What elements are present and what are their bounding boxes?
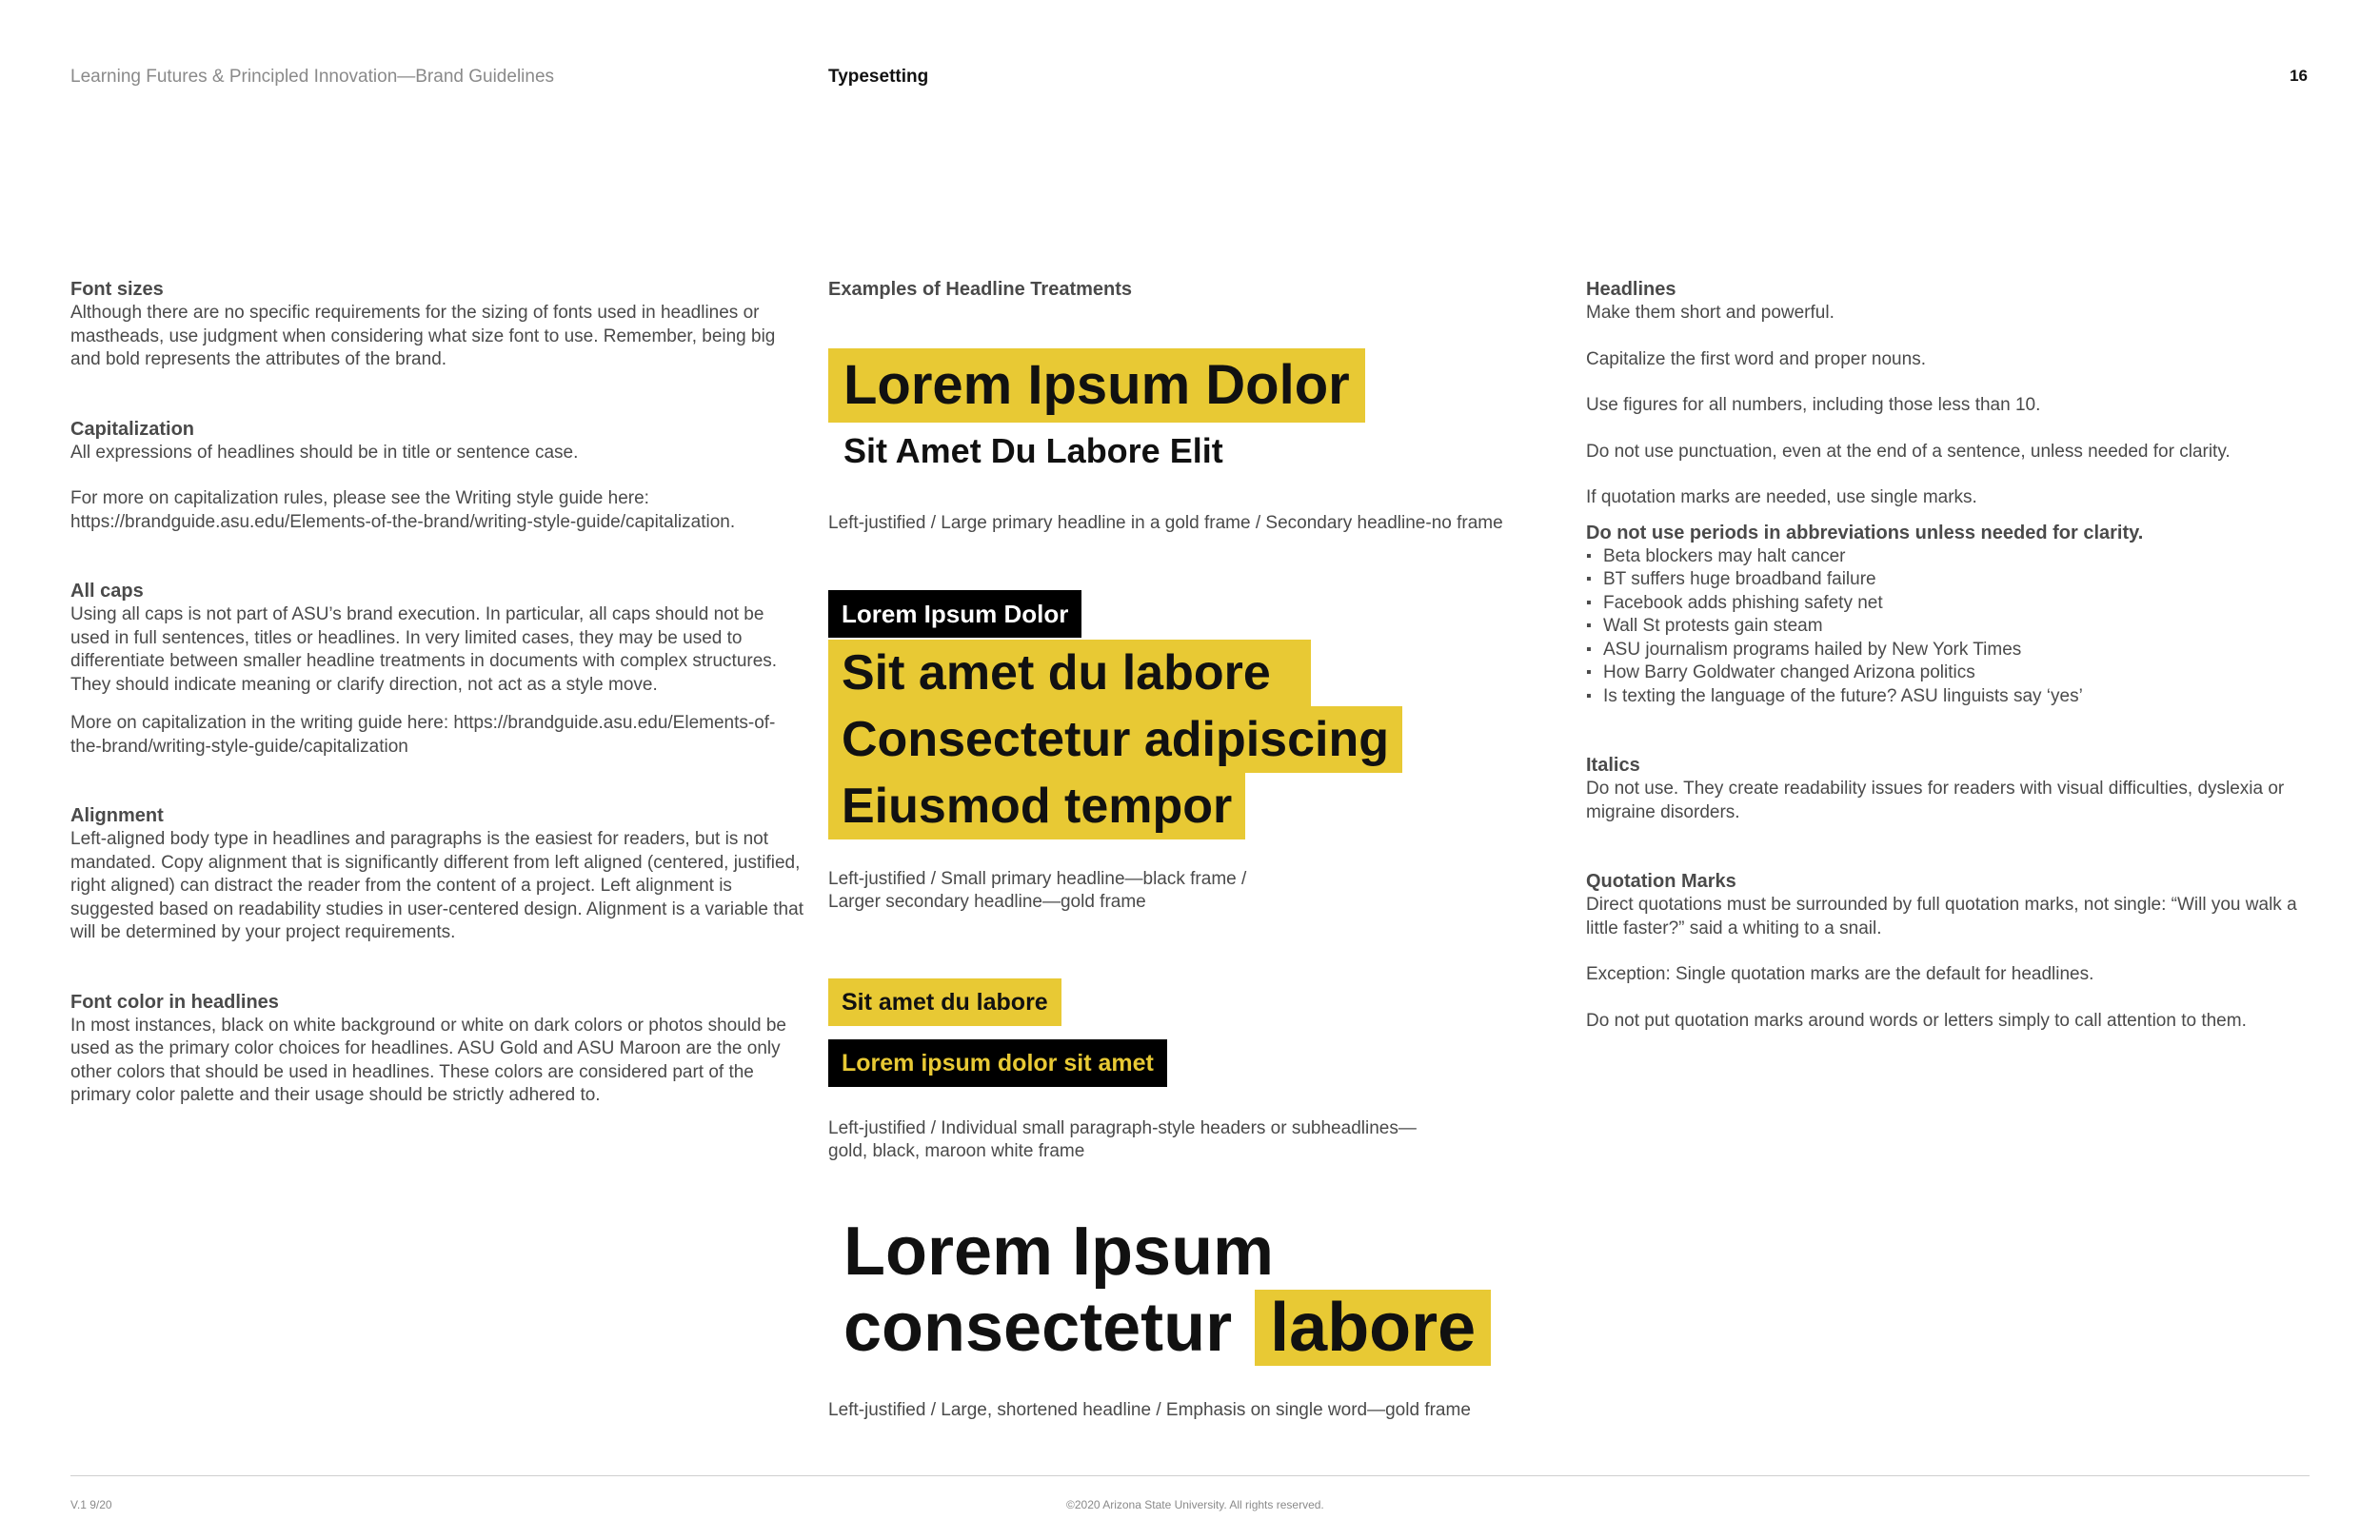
right-column <box>1586 278 2329 1033</box>
example3-caption-line-1: Left-justified / Individual small paragraph-style headers or subheadlines— <box>828 1118 1417 1138</box>
quotation-marks-text-3: Do not put quotation marks around words or letters simply to call attention to them. <box>1586 1010 2247 1031</box>
font-color-text: In most instances, black on white background or white on dark colors or photos should be used as the primary color choices for headlines. ASU Gold and ASU Maroon are the only other colors that should be used in headlines. These colors are considered part of the primary color palette and their usage should be strictly adhered to. <box>70 1015 786 1105</box>
all-caps-section <box>70 580 803 759</box>
page-number: 16 <box>2290 67 2308 85</box>
headlines-rule-3: Use figures for all numbers, including those less than 10. <box>1586 395 2041 415</box>
quotation-marks-text-1: Direct quotations must be surrounded by full quotation marks, not single: “Will you walk a little faster?” said a whiting to a snail. <box>1586 895 2297 938</box>
headlines-rule-1: Make them short and powerful. <box>1586 303 1835 323</box>
headlines-rule-4: Do not use punctuation, even at the end of a sentence, unless needed for clarity. <box>1586 441 2231 462</box>
example1-caption: Left-justified / Large primary headline in a gold frame / Secondary headline-no frame <box>828 513 1503 533</box>
font-color-heading: Font color in headlines <box>70 991 279 1013</box>
all-caps-heading: All caps <box>70 581 144 602</box>
example4-caption: Left-justified / Large, shortened headline / Emphasis on single word—gold frame <box>828 1400 1471 1420</box>
periods-section <box>1586 522 2329 709</box>
font-sizes-text: Although there are no specific requirements for the sizing of fonts used in headlines or mastheads, use judgment when considering what size font to use. Remember, being big and bold represents the attributes of the brand. <box>70 303 776 369</box>
all-caps-text: Using all caps is not part of ASU’s brand execution. In particular, all caps should not be used in full sentences, titles or headlines. In very limited cases, they may be used to differentiate between smaller headline treatments in documents with complex structures. They should indicate meaning or clarify direction, not act as a style move. <box>70 604 778 695</box>
headlines-rule-2: Capitalize the first word and proper nouns. <box>1586 348 1926 369</box>
copyright-notice: ©2020 Arizona State University. All rights reserved. <box>1066 1498 1324 1511</box>
example4-plain-word: consectetur <box>843 1290 1233 1366</box>
headlines-rule-5: If quotation marks are needed, use single marks. <box>1586 487 1977 507</box>
capitalization-text: All expressions of headlines should be in title or sentence case. <box>70 442 579 463</box>
periods-heading: Do not use periods in abbreviations unless needed for clarity. <box>1586 522 2144 543</box>
example4-emphasis-word: labore <box>1255 1290 1491 1366</box>
example3-caption-line-2: gold, black, maroon white frame <box>828 1141 1085 1161</box>
left-column <box>70 278 803 1108</box>
list-item: ▪ Facebook adds phishing safety net <box>1586 592 2329 616</box>
capitalization-heading: Capitalization <box>70 418 195 440</box>
alignment-heading: Alignment <box>70 805 164 826</box>
all-caps-link-text: More on capitalization in the writing guide here: https://brandguide.asu.edu/Elements-of-the-brand/writing-style-guide/capitalization <box>70 713 776 757</box>
capitalization-link-text: For more on capitalization rules, please see the Writing style guide here: https://brandguide.asu.edu/Elements-of-the-brand/writing-style-guide/capitalization. <box>70 488 736 532</box>
examples-heading: Examples of Headline Treatments <box>828 279 1133 300</box>
version-label: V.1 9/20 <box>70 1498 112 1511</box>
italics-heading: Italics <box>1586 755 1640 776</box>
quotation-marks-heading: Quotation Marks <box>1586 871 1736 892</box>
headlines-heading: Headlines <box>1586 279 1676 300</box>
example2-gold-line-1: Sit amet du labore <box>828 640 1311 706</box>
list-item: ▪ BT suffers huge broadband failure <box>1586 568 2329 592</box>
middle-column <box>828 278 1571 1468</box>
example2-black-frame-headline: Lorem Ipsum Dolor <box>828 590 1081 638</box>
capitalization-section <box>70 418 803 535</box>
font-sizes-heading: Font sizes <box>70 279 164 300</box>
list-item: ▪ Is texting the language of the future? ASU linguists say ‘yes’ <box>1586 685 2329 709</box>
font-sizes-section <box>70 278 803 372</box>
headlines-section <box>1586 278 2329 510</box>
example2-gold-line-2: Consectetur adipiscing <box>828 706 1402 773</box>
example1-primary-headline: Lorem Ipsum Dolor <box>828 348 1365 423</box>
quotation-marks-section <box>1586 870 2329 1033</box>
footer-divider <box>70 1475 2310 1476</box>
list-item: ▪ ASU journalism programs hailed by New York Times <box>1586 639 2329 662</box>
list-item: ▪ How Barry Goldwater changed Arizona politics <box>1586 661 2329 685</box>
example3-black-subheadline: Lorem ipsum dolor sit amet <box>828 1039 1167 1087</box>
quotation-marks-text-2: Exception: Single quotation marks are the default for headlines. <box>1586 964 2094 984</box>
example2-gold-line-3: Eiusmod tempor <box>828 773 1245 839</box>
example-headlines-list <box>1586 545 2329 709</box>
italics-text: Do not use. They create readability issues for readers with visual difficulties, dyslexia or migraine disorders. <box>1586 779 2285 822</box>
example2-caption-line-2: Larger secondary headline—gold frame <box>828 892 1146 912</box>
section-title: Typesetting <box>828 67 929 87</box>
list-item: ▪ Wall St protests gain steam <box>1586 615 2329 639</box>
font-color-section <box>70 991 803 1108</box>
document-title: Learning Futures & Principled Innovation—Brand Guidelines <box>70 67 555 87</box>
example1-secondary-headline: Sit Amet Du Labore Elit <box>843 431 1223 470</box>
alignment-section <box>70 804 803 945</box>
alignment-text: Left-aligned body type in headlines and paragraphs is the easiest for readers, but is not mandated. Copy alignment that is significantly different from left aligned (centered, justified, right aligned) can distract the reader from the content of a project. Left alignment is suggested based on readability studies in user-centered design. Alignment is a variable that will be determined by your project requirements. <box>70 829 803 942</box>
example4-headline-line-2 <box>828 1287 1506 1369</box>
example3-gold-subheadline: Sit amet du labore <box>828 978 1061 1026</box>
list-item: ▪ Beta blockers may halt cancer <box>1586 545 2329 569</box>
example2-caption-line-1: Left-justified / Small primary headline—black frame / <box>828 869 1247 889</box>
italics-section <box>1586 754 2329 824</box>
example4-headline-line-1: Lorem Ipsum <box>843 1214 1275 1290</box>
